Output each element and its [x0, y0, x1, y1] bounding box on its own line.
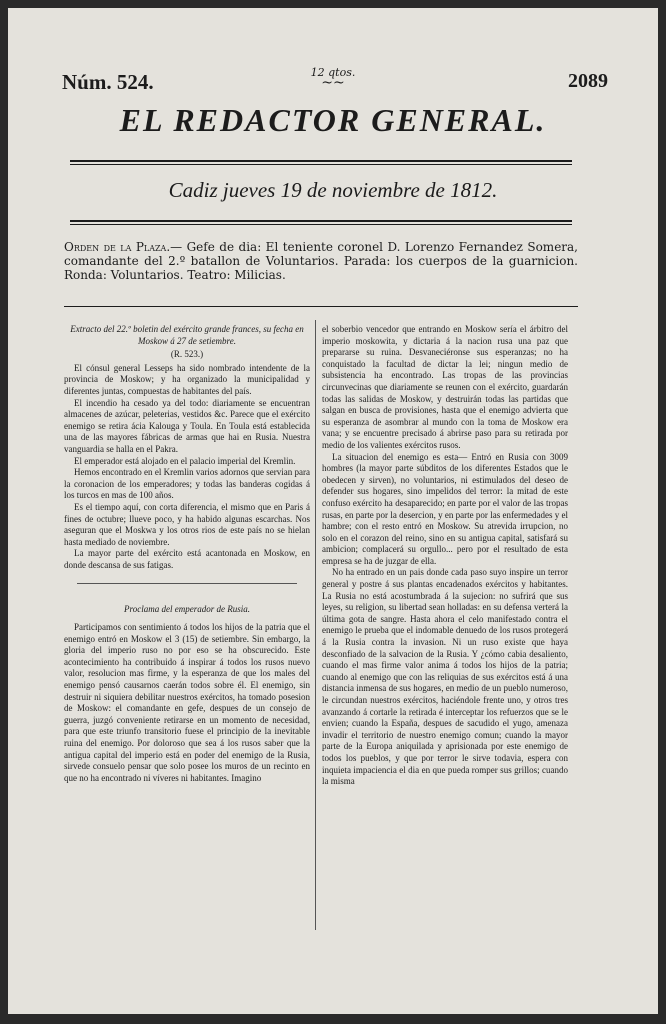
- right-paragraph: La situacion del enemigo es esta— Entró en Rusia con 3009 hombres (la mayor parte súbditos de los diferentes Estados que le obedecen y sirven), no voluntarios, ni estimulados del deseo de defender sus hogares, sino impelidos del terror: la mitad de este confuso exército ha desaparecido; en parte por el valor de las tropas rusas, en parte por la desercion, y en parte por las enfermedades y el hambre; con el resto entró en Moskow. Su atrevida irrupcion, no solo en el corazon del reino, sino en su antigua capital, satisfará su ambicion; complacerá su orgullo... pero por el resultado de esta empresa se ha de juzgar de ella.: [322, 451, 568, 566]
- issue-number: Núm. 524.: [62, 70, 154, 94]
- column-divider: [315, 320, 316, 930]
- masthead-header: [52, 66, 614, 100]
- date-rule-thin: [70, 224, 572, 225]
- reference-number: (R. 523.): [170, 349, 204, 360]
- section-rule: [64, 306, 578, 307]
- orden-label: Orden de la Plaza.: [64, 240, 171, 254]
- newspaper-title: EL REDACTOR GENERAL.: [119, 102, 547, 138]
- date-rule: [70, 220, 572, 222]
- extract-title: Extracto del 22.º boletin del exército grande frances, su fecha en Moskow á 27 de setiembre.: [70, 324, 304, 346]
- orden-text: — Gefe de dia: El teniente coronel D. Lorenzo Fernandez Somera, comandante del 2.º batallon de Voluntarios. Parada: los cuerpos de la guarnicion. Ronda: Voluntarios. Teatro: Milicias.: [64, 240, 578, 282]
- proclama-title: Proclama del emperador de Rusia.: [124, 604, 250, 615]
- title-rule: [70, 160, 572, 162]
- title-rule-thin: [70, 164, 572, 165]
- page-number: 2089: [568, 70, 608, 92]
- left-paragraph: Es el tiempo aquí, con corta diferencia, el mismo que en Paris á fines de octubre; llueve poco, y ha habido algunas escarchas. Nos aseguran que el Moskwa y los otros rios de este país no se hielan hasta mediado de noviembre.: [64, 501, 310, 547]
- right-paragraph: No ha entrado en un pais donde cada paso suyo inspire un terror general y postre á sus plantas encadenados exércitos y habitantes. La Rusia no está acostumbrada á la sujecion: no sufrirá que sus leyes, su religion, su libertad sean holladas: en su defensa verterá la última gota de sangre. Hasta ahora el celo manifestado contra el enemigo le prueba que el indomable denuedo de los rusos protegerá á la Rusia contra la invasion. Ni un ruso existe que haya desconfiado de la salvacion de la Rusia. Y ¿cómo cabia desaliento, cuando el mas firme valor anima á todos los hijos de la patria; cuando al enemigo que con las reliquias de sus exércitos está á una distancia inmensa de sus hogares, en medio de un pueblo numeroso, le circundan nuestros exércitos, haciéndole frente uno, y otros tres avanzando á cortarle la retirada é interceptar los refuerzos que se le envien; cuando la España, despues de sacudido el yugo, amenaza invadir el territorio de nuestro enemigo comun; cuando la mayor parte de la Europa aniquilada y aprisionada por este enemigo de todos los pueblos, y que por terror le sirve todavia, espera con inquieta impaciencia el dia en que pueda romper sus grillos; cuando la misma: [322, 567, 568, 787]
- left-column: [64, 324, 310, 784]
- left-paragraph: El incendio ha cesado ya del todo: diariamente se encuentran almacenes de azúcar, peleterias, vestidos &c. Parece que el exército enemigo se retira ácia Kalouga y Toula. En Toula está establecida una de las mayores fábricas de armas que hai en Rusia. Nuestra vanguardia se halla en el Pakra.: [64, 397, 310, 454]
- price-note: 12 qtos.: [310, 66, 356, 79]
- flourish-ornament: ~~: [321, 75, 345, 91]
- left-paragraph: El emperador está alojado en el palacio imperial del Kremlin.: [74, 455, 296, 466]
- orden-de-la-plaza: [64, 240, 578, 282]
- left-paragraph: Hemos encontrado en el Kremlin varios adornos que servian para la coronacion de los emperadores; y todas las banderas cogidas á los turcos en mas de 100 años.: [64, 467, 310, 501]
- newspaper-page: [8, 8, 658, 1014]
- left-paragraph: El cónsul general Lesseps ha sido nombrado intendente de la provincia de Moskow; y ha organizado la municipalidad y diferentes juntas, compuestas de habitantes del país.: [64, 362, 310, 396]
- left-paragraph: La mayor parte del exército está acantonada en Moskow, en donde descansa de sus fatigas.: [64, 548, 310, 570]
- proclama-text: Participamos con sentimiento á todos los hijos de la patria que el enemigo entró en Moskow el 3 (15) de setiembre. Sin embargo, la gloria del imperio ruso no por eso se ha obscurecido. Este acontecimiento ha contribuido á inspirar á todos los rusos nuevo valor, resolucion mas firme, y la esperanza de que los males del enemigo pensó causarnos caerán todos sobre él. El enemigo, sin destruir ni siquiera debilitar nuestros exércitos, ha tomado posesion de Moskow: el comandante en gefe, despues de un consejo de guerra, juzgó conveniente retirarse en un momento de necesidad, para que este triunfo transitorio fuese el principio de la inevitable ruina del enemigo. Por doloroso que sea á los rusos saber que la antigua capital del imperio está en poder del enemigo de la Rusia, sirvede consuelo pensar que solo posee los muros de un recinto en que no ha encontrado ni víveres ni habitantes. Imagino: [64, 622, 310, 783]
- article-separator: [77, 583, 297, 584]
- right-column: [322, 324, 568, 788]
- right-paragraph: el soberbio vencedor que entrando en Moskow sería el árbitro del imperio moskowita, y dictaria á la nacion rusa una paz que prepararse su ruina. Desvaneciéronse sus esperanzas; no ha conquistado la facultad de dictar la lei; ningun medio de subsistencia ha encontrado. Las tropas de las provincias circunvecinas que diariamente se reunen con el exército, guardarán todas las salidas de Moskow, y destruirán todas las partidas que salgan en busca de provisiones, hasta que el enemigo advierta que su esperanza de asombrar al mundo con la toma de Moskow era vana; y se encuentre precisado á abrirse paso para su retirada por medio de los valientes exércitos rusos.: [322, 324, 568, 450]
- dateline: Cadiz jueves 19 de noviembre de 1812.: [168, 178, 498, 202]
